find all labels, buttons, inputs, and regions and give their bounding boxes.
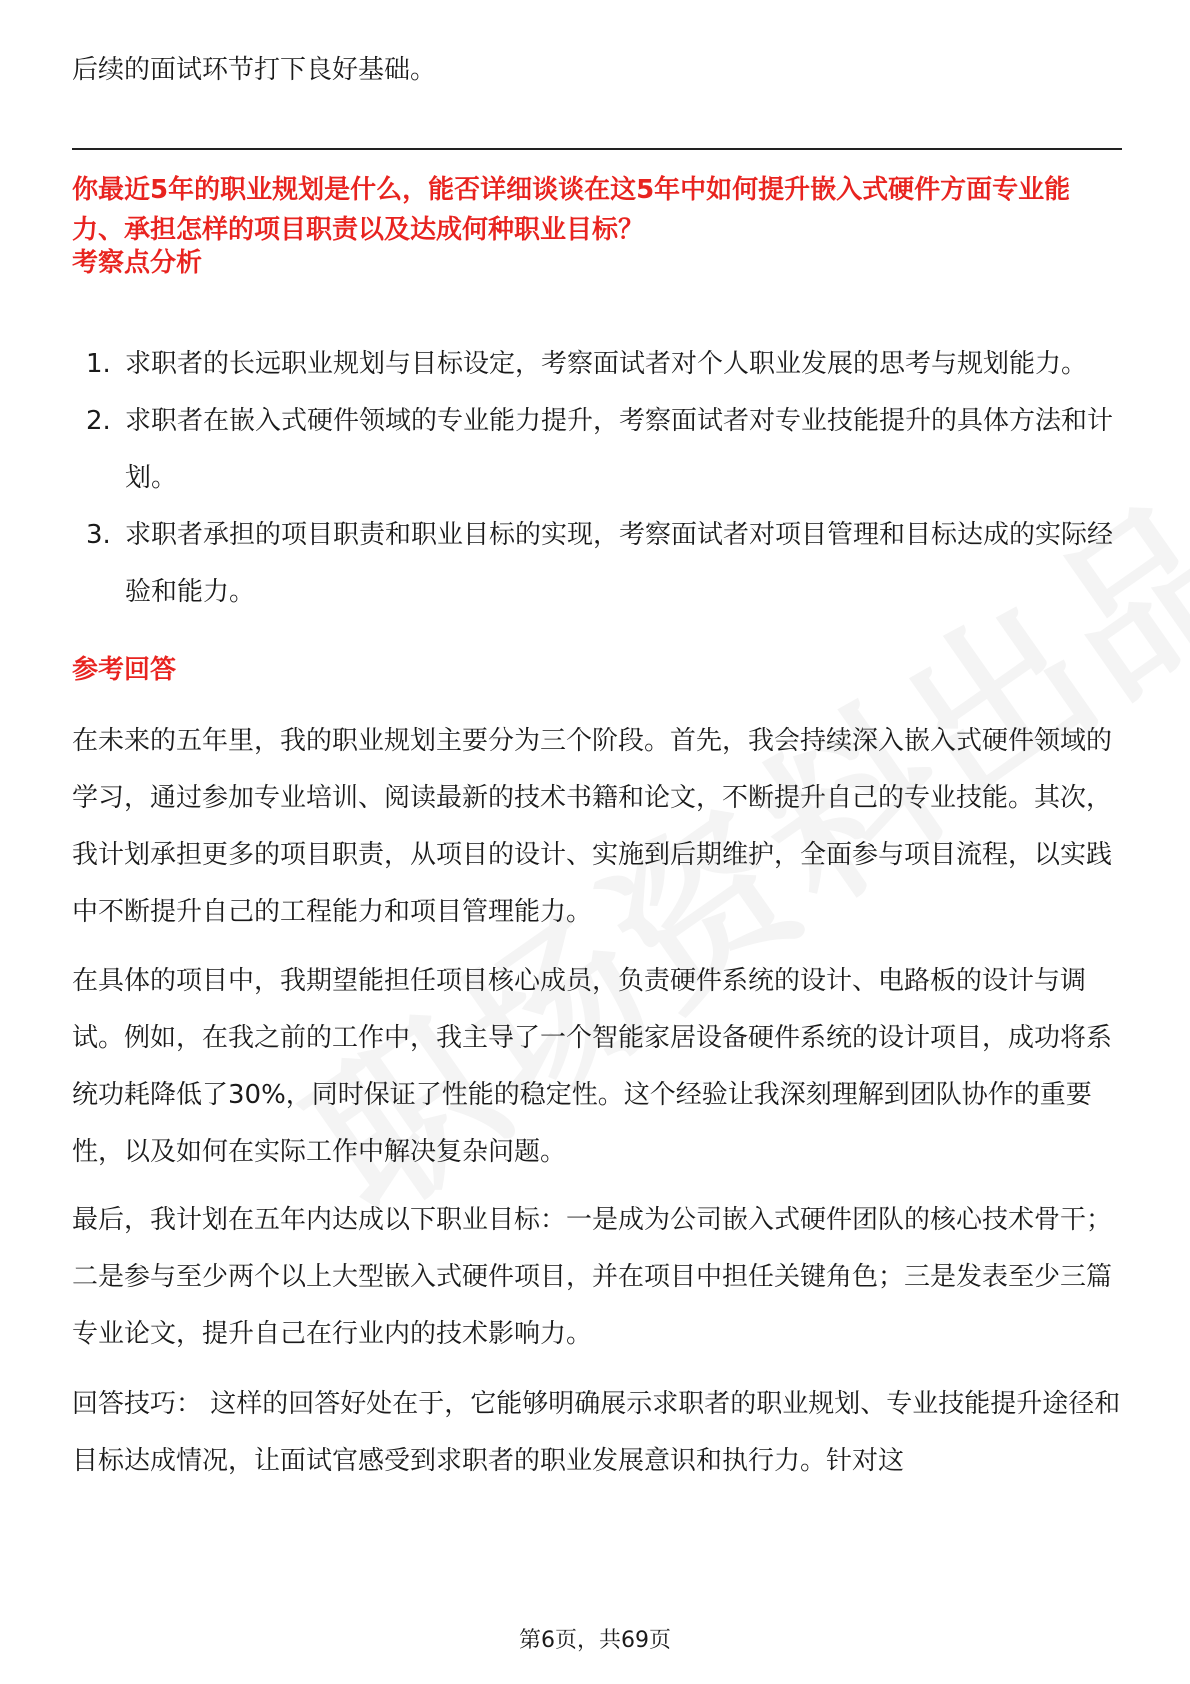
- list-item: [72, 336, 1122, 393]
- carryover-text: 后续的面试环节打下良好基础。: [72, 55, 437, 85]
- analysis-list: [72, 336, 1122, 621]
- question-heading: 你最近5年的职业规划是什么，能否详细谈谈在这5年中如何提升嵌入式硬件方面专业能力、承担怎样的项目职责以及达成何种职业目标？: [72, 175, 1071, 245]
- list-item-text: 求职者的长远职业规划与目标设定，考察面试者对个人职业发展的思考与规划能力。: [125, 349, 1088, 379]
- list-item-number: 1.: [86, 349, 111, 379]
- page-number: 第6页，共69页: [519, 1628, 671, 1653]
- list-item-number: 3.: [86, 520, 111, 550]
- answer-paragraph: 最后，我计划在五年内达成以下职业目标：一是成为公司嵌入式硬件团队的核心技术骨干；二是参与至少两个以上大型嵌入式硬件项目，并在项目中担任关键角色；三是发表至少三篇专业论文，提升自己在行业内的技术影响力。: [72, 1205, 1113, 1349]
- list-item-text: 求职者在嵌入式硬件领域的专业能力提升，考察面试者对专业技能提升的具体方法和计划。: [125, 406, 1114, 493]
- answer-paragraph: 在未来的五年里，我的职业规划主要分为三个阶段。首先，我会持续深入嵌入式硬件领域的学习，通过参加专业培训、阅读最新的技术书籍和论文，不断提升自己的专业技能。其次，我计划承担更多的项目职责，从项目的设计、实施到后期维护，全面参与项目流程，以实践中不断提升自己的工程能力和项目管理能力。: [72, 726, 1113, 927]
- answer-title: 参考回答: [72, 655, 177, 685]
- analysis-title: 考察点分析: [72, 248, 203, 278]
- section-divider: [72, 148, 1122, 150]
- answer-tip-paragraph: 回答技巧： 这样的回答好处在于，它能够明确展示求职者的职业规划、专业技能提升途径和目标达成情况，让面试官感受到求职者的职业发展意识和执行力。针对这: [72, 1389, 1121, 1476]
- list-item-text: 求职者承担的项目职责和职业目标的实现，考察面试者对项目管理和目标达成的实际经验和能力。: [125, 520, 1114, 607]
- answer-paragraph: 在具体的项目中，我期望能担任项目核心成员，负责硬件系统的设计、电路板的设计与调试。例如，在我之前的工作中，我主导了一个智能家居设备硬件系统的设计项目，成功将系统功耗降低了30%，同时保证了性能的稳定性。这个经验让我深刻理解到团队协作的重要性，以及如何在实际工作中解决复杂问题。: [72, 966, 1113, 1167]
- list-item: [72, 393, 1122, 507]
- list-item-number: 2.: [86, 406, 111, 436]
- list-item: [72, 507, 1122, 621]
